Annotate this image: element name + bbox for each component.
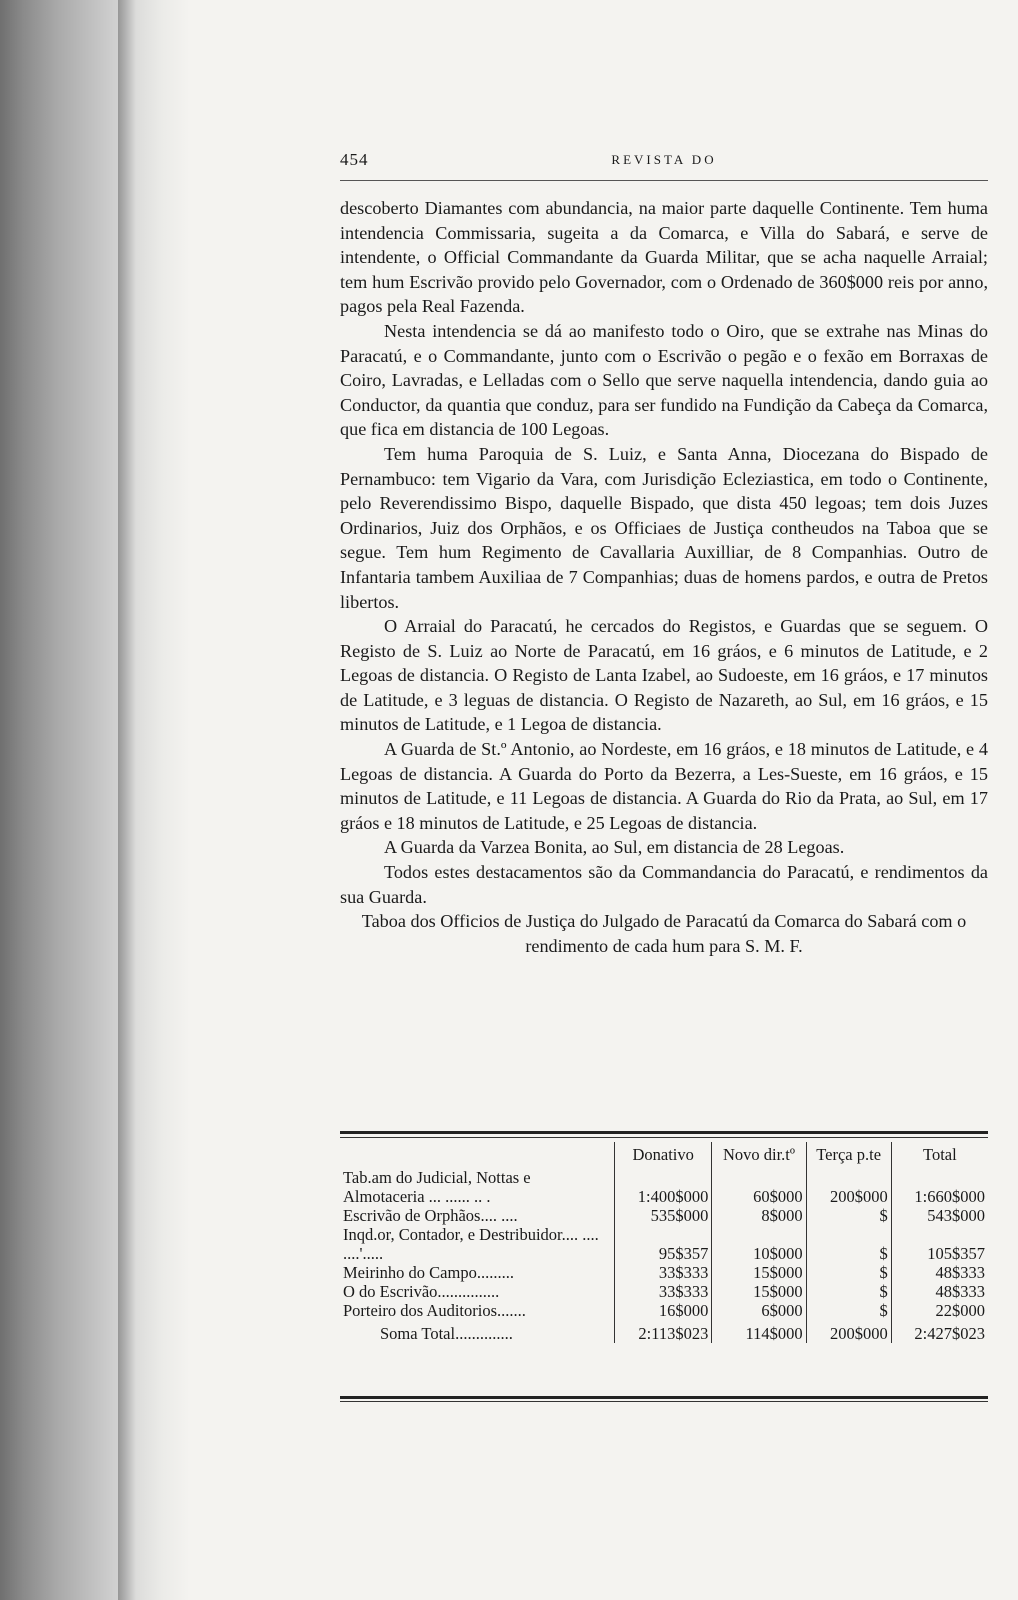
paragraph: A Guarda de St.º Antonio, ao Nordeste, em 16 gráos, e 18 minutos de Latitude, e 4 Legoas de distancia. A Guarda do Porto da Bezerra, a Les-Sueste, em 16 gráos, e 15 minutos de Latitude, e 11 Legoas de distancia. A Guarda do Rio da Prata, ao Sul, em 17 gráos e 18 minutos de Latitude, e 25 Legoas de distancia. <box>340 739 988 833</box>
cell-total: 543$000 <box>891 1206 988 1225</box>
table-caption: Taboa dos Officios de Justiça do Julgado de Paracatú da Comarca do Sabará com o rendimento de cada hum para S. M. F. <box>361 911 967 956</box>
header-donativo: Donativo <box>615 1142 712 1168</box>
running-head: REVISTA DO <box>611 152 717 167</box>
total-novo-direito: 114$000 <box>712 1320 806 1343</box>
table-total-row <box>340 1320 988 1343</box>
table-top-rule <box>340 1131 988 1134</box>
cell-novo-direito: 6$000 <box>712 1301 806 1320</box>
row-label: Meirinho do Campo......... <box>343 1263 514 1282</box>
row-label: Porteiro dos Auditorios....... <box>343 1301 526 1320</box>
table-bottom-rule-thin <box>340 1401 988 1402</box>
table-row <box>340 1225 988 1263</box>
row-label: O do Escrivão............... <box>343 1282 500 1301</box>
cell-total: 105$357 <box>891 1225 988 1263</box>
table-bottom-rule <box>340 1396 988 1399</box>
cell-novo-direito: 15$000 <box>712 1263 806 1282</box>
cell-terca-parte: $ <box>806 1206 891 1225</box>
cell-donativo: 33$333 <box>615 1282 712 1301</box>
table-row <box>340 1168 988 1206</box>
revenue-table <box>340 1131 988 1343</box>
paragraph: Nesta intendencia se dá ao manifesto todo o Oiro, que se extrahe nas Minas do Paracatú, e o Commandante, junto com o Escrivão o pegão e o fexão em Borraxas de Coiro, Lavradas, e Lelladas com o Sello que serve naquella intendencia, dando guia ao Conductor, da quantia que conduz, para ser fundido na Fundição da Cabeça da Comarca, que fica em distancia de 100 Legoas. <box>340 320 988 440</box>
cell-terca-parte: $ <box>806 1225 891 1263</box>
paragraph: A Guarda da Varzea Bonita, ao Sul, em distancia de 28 Legoas. <box>384 837 845 858</box>
table-top-rule-thin <box>340 1137 988 1138</box>
offices-table <box>340 1142 988 1343</box>
spine-edge <box>118 0 136 1600</box>
total-terca-parte: 200$000 <box>806 1320 891 1343</box>
row-label: Tab.am do Judicial, Nottas e Almotaceria ... ...... .. . <box>343 1168 531 1206</box>
header-terca-parte: Terça p.te <box>806 1142 891 1168</box>
paragraph: descoberto Diamantes com abundancia, na maior parte daquelle Continente. Tem huma intendencia Commissaria, sugeita a da Comarca, e Villa do Sabará, e serve de intendente, o Official Commandante da Guarda Militar, que se acha naquelle Arraial; tem hum Escrivão provido pelo Governador, com o Ordenado de 360$000 reis por anno, pagos pela Real Fazenda. <box>340 198 988 317</box>
table-row <box>340 1206 988 1225</box>
page-header <box>340 146 988 176</box>
cell-novo-direito: 8$000 <box>712 1206 806 1225</box>
body-text <box>340 196 988 958</box>
header-rule <box>340 180 988 181</box>
cell-terca-parte: 200$000 <box>806 1168 891 1206</box>
cell-donativo: 33$333 <box>615 1263 712 1282</box>
cell-terca-parte: $ <box>806 1263 891 1282</box>
cell-terca-parte: $ <box>806 1282 891 1301</box>
total-donativo: 2:113$023 <box>615 1320 712 1343</box>
cell-donativo: 16$000 <box>615 1301 712 1320</box>
book-spine-shadow <box>0 0 190 1600</box>
total-total: 2:427$023 <box>891 1320 988 1343</box>
cell-donativo: 535$000 <box>615 1206 712 1225</box>
cell-total: 1:660$000 <box>891 1168 988 1206</box>
cell-terca-parte: $ <box>806 1301 891 1320</box>
header-total: Total <box>891 1142 988 1168</box>
table-header-row <box>340 1142 988 1168</box>
table-row <box>340 1263 988 1282</box>
cell-donativo: 1:400$000 <box>615 1168 712 1206</box>
cell-novo-direito: 10$000 <box>712 1225 806 1263</box>
cell-novo-direito: 60$000 <box>712 1168 806 1206</box>
cell-novo-direito: 15$000 <box>712 1282 806 1301</box>
paragraph: O Arraial do Paracatú, he cercados do Registos, e Guardas que se seguem. O Registo de S. Luiz ao Norte de Paracatú, em 16 gráos, e 6 minutos de Latitude, e 2 Legoas de distancia. O Registo de Lanta Izabel, ao Sudoeste, em 16 gráos, e 17 minutos de Latitude, e 3 leguas de distancia. O Registo de Nazareth, ao Sul, em 16 gráos, e 15 minutos de Latitude, e 1 Legoa de distancia. <box>340 616 988 735</box>
header-blank <box>340 1142 615 1168</box>
row-label: Inqd.or, Contador, e Destribuidor.... .... ....'..... <box>343 1225 599 1263</box>
page-number: 454 <box>340 150 369 169</box>
header-novo-direito: Novo dir.tº <box>712 1142 806 1168</box>
cell-total: 22$000 <box>891 1301 988 1320</box>
cell-donativo: 95$357 <box>615 1225 712 1263</box>
table-row <box>340 1301 988 1320</box>
paragraph: Todos estes destacamentos são da Commandancia do Paracatú, e rendimentos da sua Guarda. <box>340 862 988 907</box>
cell-total: 48$333 <box>891 1263 988 1282</box>
table-row <box>340 1282 988 1301</box>
cell-total: 48$333 <box>891 1282 988 1301</box>
total-label: Soma Total.............. <box>380 1324 513 1343</box>
paragraph: Tem huma Paroquia de S. Luiz, e Santa Anna, Diocezana do Bispado de Pernambuco: tem Vigario da Vara, com Jurisdição Ecleziastica, em todo o Continente, pelo Reverendissimo Bispo, daquelle Bispado, que dista 450 legoas; tem dois Juzes Ordinarios, Juiz dos Orphãos, e os Officiaes de Justiça contheudos na Taboa que se segue. Tem hum Regimento de Cavallaria Auxilliar, de 8 Companhias. Outro de Infantaria tambem Auxiliaa de 7 Companhias; duas de homens pardos, e outra de Pretos libertos. <box>340 443 988 612</box>
row-label: Escrivão de Orphãos.... .... <box>343 1206 518 1225</box>
